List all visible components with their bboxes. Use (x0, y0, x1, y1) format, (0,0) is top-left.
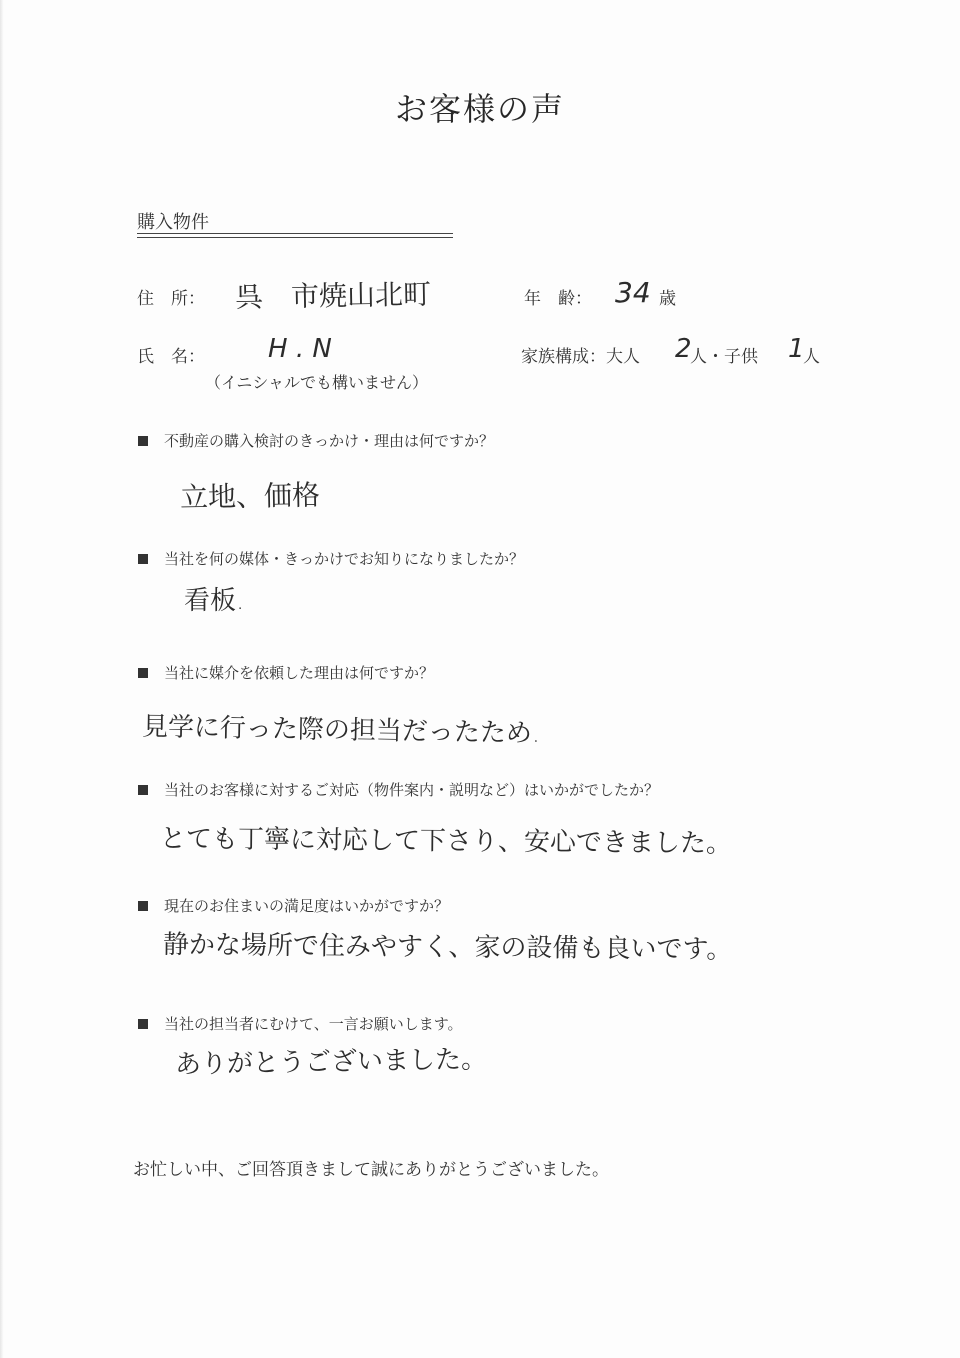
question-bullet (138, 554, 148, 564)
age-label: 年 齢： (524, 289, 592, 309)
children-value: 1 (788, 334, 805, 364)
address-label: 住 所： (137, 289, 205, 309)
adults-value: 2 (675, 334, 692, 364)
name-note: （イニシャルでも構いません） (205, 373, 429, 392)
question-bullet (138, 1019, 148, 1029)
answer-4: とても丁寧に対応して下さり、安心できました。 (159, 824, 733, 859)
address-value: 呉 市焼山北町 (234, 277, 432, 314)
question-bullet (138, 785, 148, 795)
scan-edge (0, 0, 4, 1358)
question-text: 現在のお住まいの満足度はいかがですか？ (164, 897, 450, 915)
name-label: 氏 名： (137, 347, 205, 367)
question-text: 不動産の購入検討のきっかけ・理由は何ですか？ (164, 432, 495, 450)
question-5 (138, 895, 449, 916)
answer-6: ありがとうございました。 (174, 1044, 488, 1080)
question-bullet (138, 901, 148, 911)
question-2 (138, 548, 524, 569)
section-label: 購入物件 (137, 212, 209, 233)
age-unit: 歳 (659, 289, 676, 309)
question-text: 当社のお客様に対するご対応（物件案内・説明など）はいかがでしたか？ (164, 781, 660, 799)
family-label: 家族構成：大人 (521, 347, 640, 367)
answer-1: 立地、価格 (179, 478, 321, 514)
age-value: 34 (615, 276, 651, 309)
question-bullet (138, 668, 148, 678)
answer-3: 見学に行った際の担当だったため. (141, 712, 541, 749)
question-6 (138, 1013, 463, 1034)
question-text: 当社の担当者にむけて、一言お願いします。 (164, 1015, 463, 1033)
page-title: お客様の声 (394, 90, 565, 128)
question-bullet (138, 436, 148, 446)
children-unit: 人 (803, 347, 820, 367)
question-1 (138, 430, 494, 451)
section-underline (137, 233, 453, 238)
answer-2: 看板. (184, 586, 245, 616)
question-3 (138, 662, 434, 683)
name-value: H . N (268, 334, 332, 364)
question-4 (138, 779, 659, 800)
question-text: 当社に媒介を依頼した理由は何ですか？ (164, 664, 435, 682)
question-text: 当社を何の媒体・きっかけでお知りになりましたか？ (164, 550, 525, 568)
adults-unit: 人・子供 (690, 347, 758, 367)
answer-5: 静かな場所で住みやすく、家の設備も良いです。 (162, 930, 733, 965)
closing-message: お忙しい中、ご回答頂きまして誠にありがとうございました。 (133, 1160, 609, 1180)
